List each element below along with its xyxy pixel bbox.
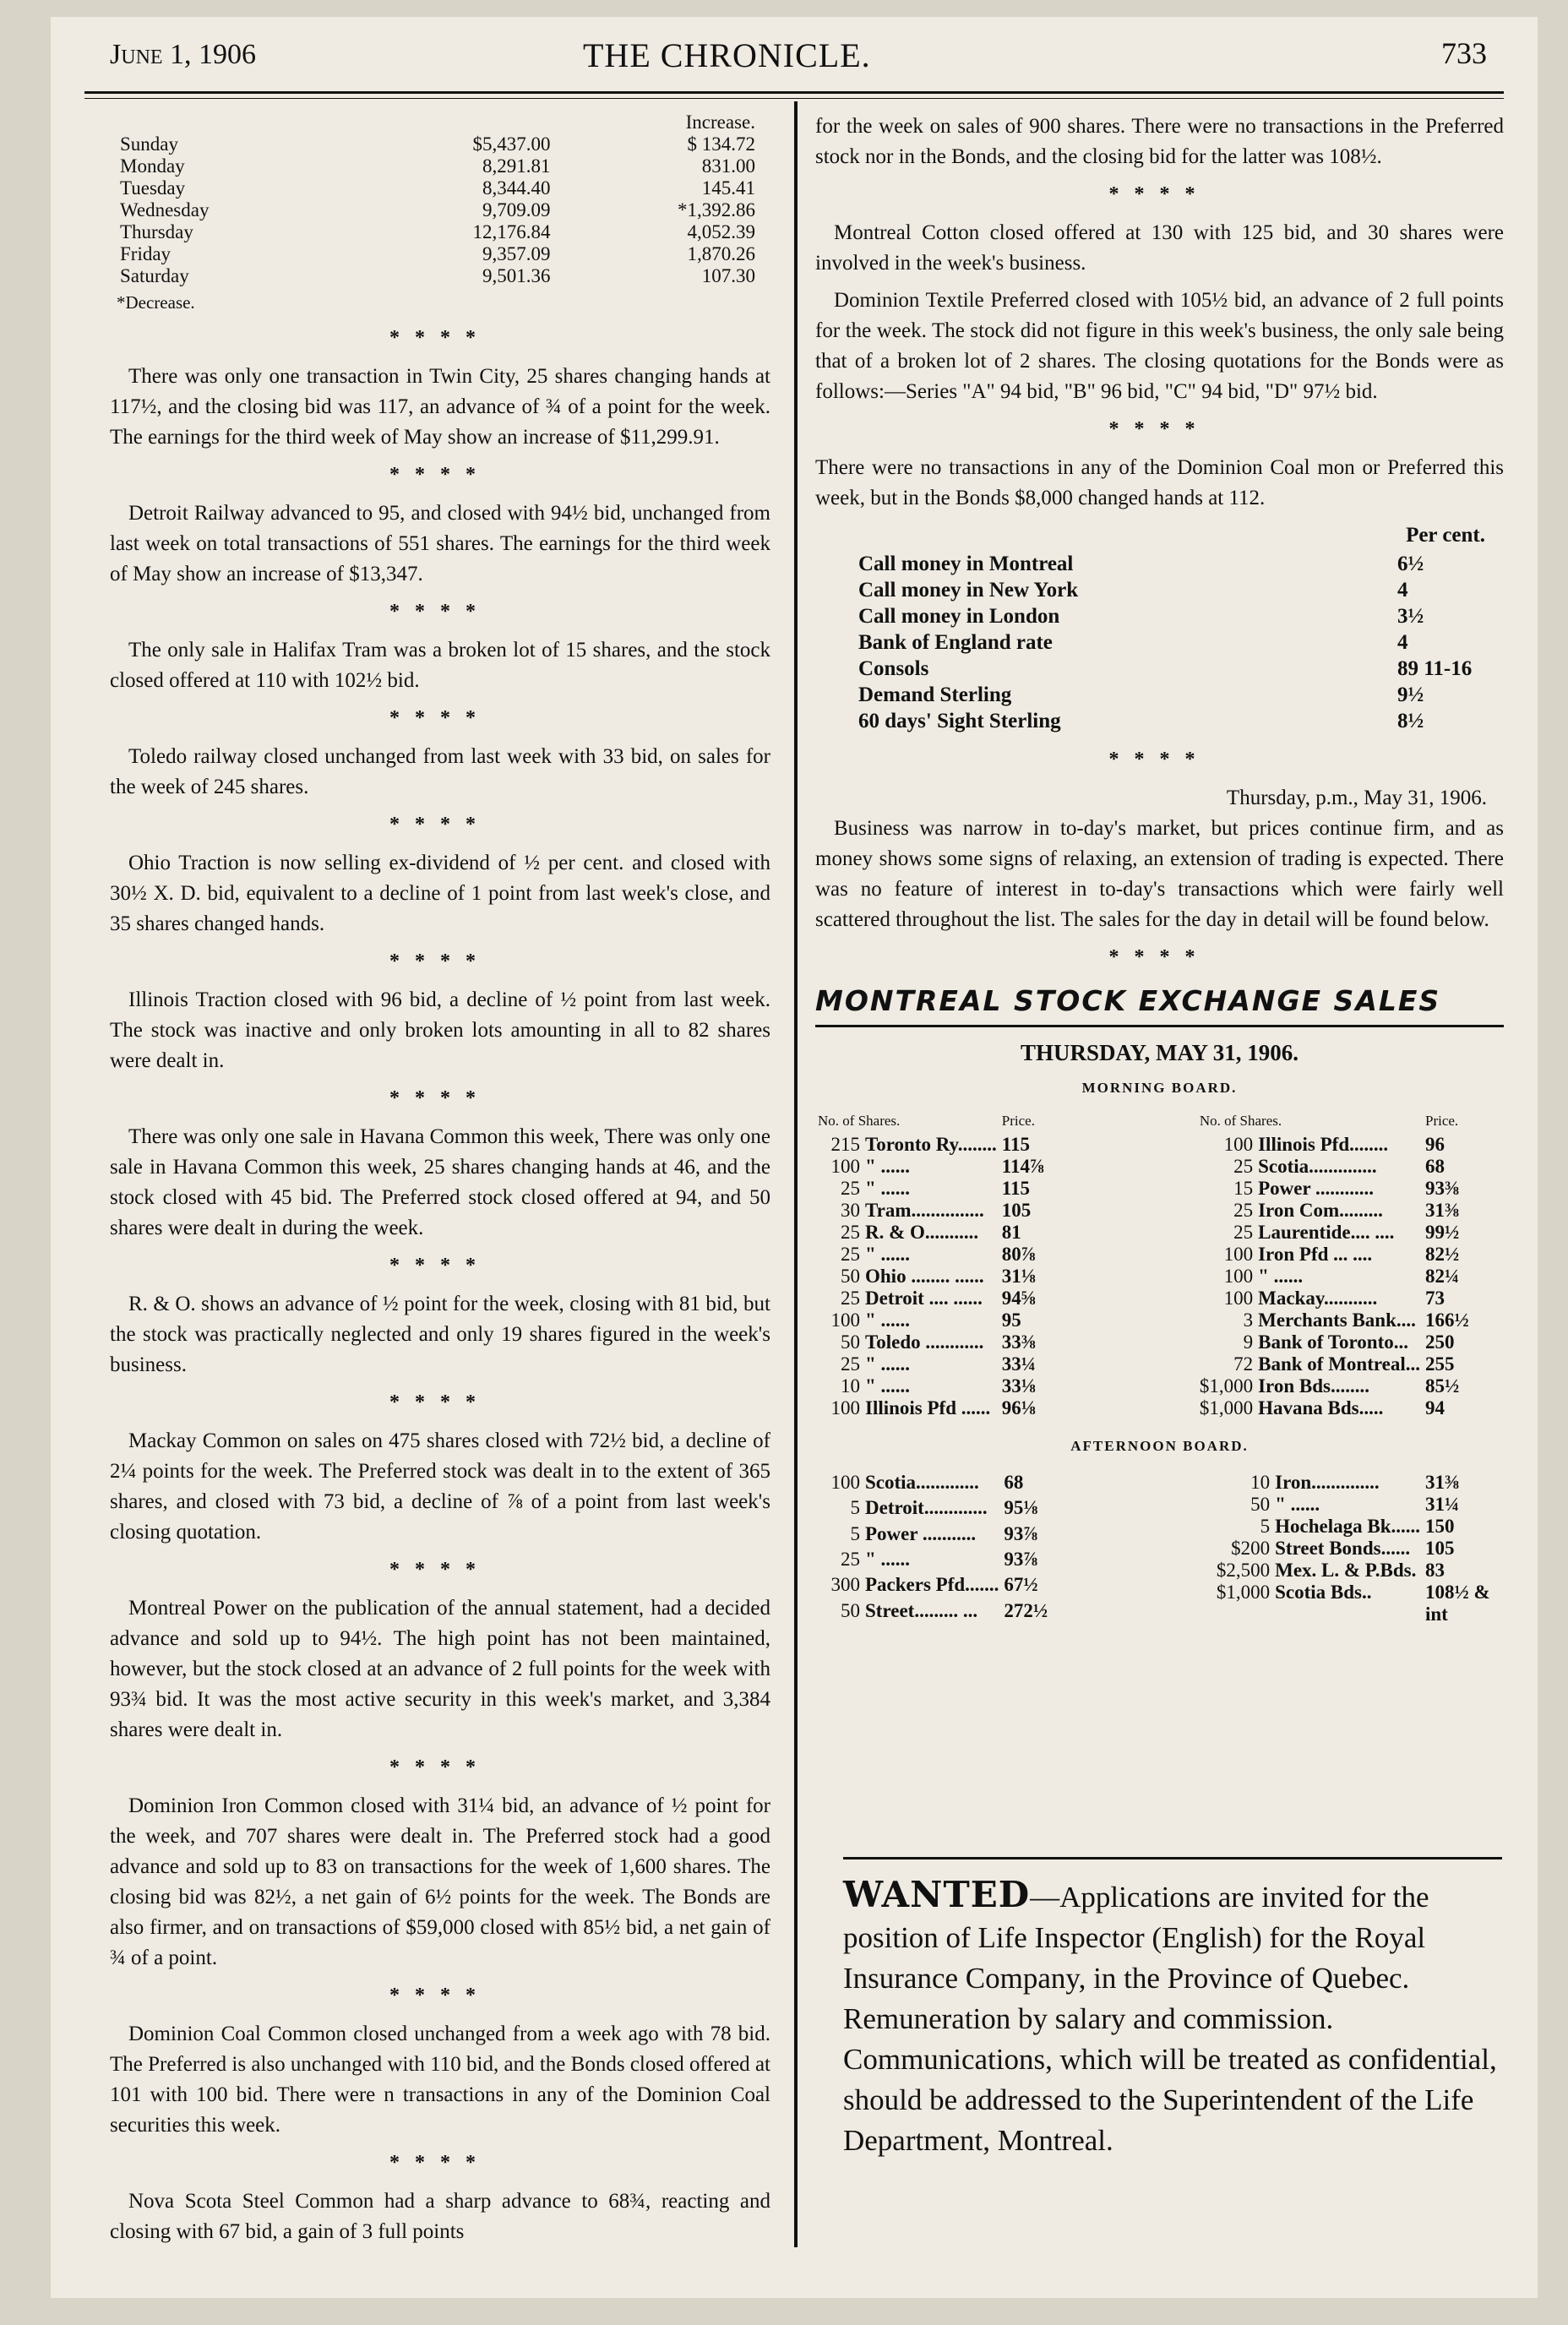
sale-security: Power ............ [1258,1178,1375,1199]
sale-security: Mackay........... [1258,1288,1378,1309]
earnings-row [117,243,759,265]
sale-shares: 215 [830,1134,860,1155]
earnings-day: Tuesday [120,177,186,199]
sale-price: 108½ & int [1425,1582,1490,1625]
sale-security: Ohio ........ ...... [865,1266,984,1287]
sale-shares: 30 [841,1200,860,1221]
money-rate-row [858,629,1500,656]
sale-shares: $2,500 [1216,1560,1271,1581]
morning-board-label: MORNING BOARD. [1081,1080,1238,1096]
sale-shares: 15 [1233,1178,1254,1199]
sale-shares: 25 [841,1353,860,1375]
money-rate-value: 4 [1397,579,1408,602]
morning-sales-left [815,1113,1081,1419]
earnings-row [117,221,759,243]
sale-row [1197,1200,1504,1222]
sale-price: 105 [1425,1538,1455,1559]
sale-row [815,1574,1082,1599]
earnings-amount: 9,501.36 [482,265,551,286]
sale-price: 68 [1004,1472,1024,1493]
section-separator: **** [1108,749,1211,770]
sale-row [1197,1266,1504,1288]
money-rate-label: Bank of England rate [858,631,1053,654]
afternoon-sales-left [815,1472,1082,1625]
sale-security: Illinois Pfd ...... [865,1397,991,1418]
issue-date: June 1, 1906 [110,39,257,70]
sale-shares: 100 [830,1156,860,1177]
sale-row [815,1244,1081,1266]
sale-row [815,1497,1082,1522]
sale-price: 31⅜ [1425,1200,1460,1221]
section-separator: **** [389,464,491,486]
sale-security: Scotia Bds.. [1275,1582,1372,1603]
paragraph: There were no transactions in any of the Dominion Coal mon or Preferred this week, but in the Bonds $8,000 changed hands at 112. [815,456,1504,509]
sale-security: " ...... [865,1244,911,1265]
sale-price: 96⅛ [1001,1397,1037,1418]
paragraph: R. & O. shows an advance of ½ point for the week, closing with 81 bid, but the stock was practically neglected and only 19 shares figured in the week's business. [110,1293,770,1376]
sale-row [815,1134,1081,1156]
paragraph: Ohio Traction is now selling ex-dividend of ½ per cent. and closed with 30½ X. D. bid, equivalent to a decline of 1 point from last week's close, and 35 shares changed hands. [110,852,770,935]
sale-shares: 25 [1233,1222,1254,1243]
money-rate-row [858,708,1500,734]
earnings-day: Sunday [120,133,178,155]
sale-security: Detroit .... ...... [865,1288,983,1309]
sale-price: 93⅞ [1004,1548,1038,1570]
money-rate-label: Demand Sterling [858,683,1012,706]
sale-security: Power ........... [865,1522,977,1544]
sale-price: 94 [1425,1397,1445,1418]
sale-row [815,1375,1081,1397]
sale-price: 95 [1001,1310,1021,1331]
earnings-increase: $ 134.72 [687,133,755,155]
section-separator: **** [389,1756,491,1778]
section-separator: **** [1108,418,1211,440]
sale-price: 96 [1425,1134,1445,1155]
sale-security: Merchants Bank.... [1258,1310,1416,1331]
sale-security: Iron Pfd ... .... [1258,1244,1373,1265]
sale-price: 31⅛ [1001,1266,1037,1287]
paragraph: Montreal Power on the publication of the annual statement, had a decided advance and sold up to 94½. The high point has not been maintained, however, but the stock closed at an advance of 2 full points for the week with 93¾ bid. It was the most active security in this week's market, and 3,384 shares were dealt in. [110,1597,770,1741]
decrease-note: *Decrease. [117,292,195,313]
earnings-increase: 1,870.26 [687,243,755,264]
weekly-earnings-table [117,112,759,287]
sale-row [815,1353,1081,1375]
sales-date: THURSDAY, MAY 31, 1906. [1020,1040,1299,1065]
sale-price: 67½ [1004,1574,1038,1596]
sale-shares: 300 [830,1574,860,1596]
sale-shares: 72 [1233,1353,1254,1375]
sale-row [1197,1375,1504,1397]
sale-security: " ...... [865,1548,911,1570]
section-separator: **** [389,814,491,836]
sale-shares: 25 [841,1178,860,1199]
sale-shares: 50 [1250,1494,1271,1515]
paragraph: Illinois Traction closed with 96 bid, a decline of ½ point from last week. The stock was inactive and only broken lots amounting in all to 82 shares were dealt in. [110,988,770,1072]
newspaper-page [51,17,1538,2298]
money-rate-value: 6½ [1397,553,1424,575]
paragraph: Nova Scota Steel Common had a sharp advance to 68¾, reacting and closing with 67 bid, a gain of 3 full points [110,2190,770,2243]
sale-shares: 100 [1223,1288,1254,1309]
sale-security: Iron Bds........ [1258,1375,1369,1397]
header-rule [84,91,1504,94]
sale-row [1214,1560,1504,1582]
sale-price: 272½ [1004,1599,1048,1621]
sale-shares: 100 [1223,1134,1254,1155]
sale-price: 33⅜ [1001,1331,1037,1353]
sale-security: Packers Pfd....... [865,1574,999,1596]
sale-row [815,1288,1081,1310]
sale-price: 114⅞ [1001,1156,1045,1177]
money-rate-value: 8½ [1397,710,1424,732]
money-rates-table [858,551,1500,734]
money-rate-row [858,656,1500,682]
sale-shares: 100 [830,1397,860,1418]
money-rate-label: Call money in London [858,605,1060,628]
sale-row [1197,1244,1504,1266]
sale-shares: 10 [1250,1472,1271,1493]
earnings-day: Friday [120,243,172,264]
sale-row [1214,1516,1504,1538]
sale-security: " ...... [865,1156,911,1177]
sale-shares: 25 [841,1548,860,1570]
sale-security: Iron Com......... [1258,1200,1383,1221]
sale-shares: 5 [850,1522,860,1544]
money-rate-label: Consols [858,657,929,680]
section-separator: **** [389,707,491,729]
header-rule-thin [84,98,1504,99]
section-separator: **** [389,601,491,623]
section-separator: **** [389,1087,491,1109]
sale-row [1197,1331,1504,1353]
sale-row [815,1523,1082,1549]
sale-row [1214,1582,1504,1625]
sale-shares: 5 [1260,1516,1271,1537]
sale-row [815,1156,1081,1178]
sale-shares: $1,000 [1199,1397,1254,1418]
sale-shares: 25 [1233,1200,1254,1221]
sale-security: " ...... [865,1353,911,1375]
paragraph: Business was narrow in to-day's market, but prices continue firm, and as money shows some signs of relaxing, an extension of trading is expected. There was no feature of interest in to-day's transactions which were fairly well scattered throughout the list. The sales for the day in detail will be found below. [815,817,1504,931]
money-rate-row [858,551,1500,577]
earnings-amount: 12,176.84 [472,221,551,242]
sale-security: Hochelaga Bk...... [1275,1516,1420,1537]
sale-price: 85½ [1425,1375,1460,1397]
sale-price: 33¼ [1001,1353,1037,1375]
sale-shares: 25 [1233,1156,1254,1177]
earnings-day: Saturday [120,265,189,286]
earnings-increase: 831.00 [701,155,755,177]
section-separator: **** [389,1985,491,2006]
sale-price: 115 [1001,1178,1030,1199]
sale-row [1197,1397,1504,1419]
sale-shares: 50 [841,1599,860,1621]
section-separator: **** [389,327,491,349]
sale-row [1197,1156,1504,1178]
earnings-row [117,133,759,155]
right-column [815,112,1504,1625]
sale-security: Street Bonds...... [1275,1538,1411,1559]
earnings-increase: 4,052.39 [687,221,755,242]
paragraph: Montreal Cotton closed offered at 130 with 125 bid, and 30 shares were involved in the week's business. [815,221,1504,275]
sale-security: " ...... [865,1310,911,1331]
sale-shares: 10 [841,1375,860,1397]
sale-price: 82¼ [1425,1266,1460,1287]
sale-security: Street......... ... [865,1599,978,1621]
sale-shares: 100 [830,1472,860,1493]
sale-price: 94⅝ [1001,1288,1037,1309]
stock-exchange-sales-title: MONTREAL STOCK EXCHANGE SALES [815,986,1504,1027]
paragraph: Toledo railway closed unchanged from last week with 33 bid, on sales for the week of 245 shares. [110,745,770,798]
section-separator: **** [389,950,491,972]
wanted-advertisement [843,1857,1502,2161]
sale-price: 33⅛ [1001,1375,1037,1397]
page-header [110,32,1504,83]
sale-price: 83 [1425,1560,1445,1581]
sale-shares: 25 [841,1222,860,1243]
sale-shares: $200 [1231,1538,1271,1559]
sale-security: Toledo ............ [865,1331,984,1353]
sale-price: 31¼ [1425,1494,1460,1515]
sale-security: " ...... [865,1375,911,1397]
morning-sales-right [1197,1113,1504,1419]
sale-security: Bank of Toronto... [1258,1331,1408,1353]
sale-price: 31⅜ [1425,1472,1460,1493]
left-column [110,112,770,2254]
paragraph: Dominion Iron Common closed with 31¼ bid, an advance of ½ point for the week, and 707 shares were dealt in. The Preferred stock had a good advance and sold up to 83 on transactions for the week of 1,600 shares. The closing bid was 82½, a net gain of 6½ points for the week. The Bonds are also firmer, and on transactions of $59,000 closed with 85½ bid, a net gain of ¾ of a point. [110,1794,770,1969]
earnings-increase: *1,392.86 [678,199,755,221]
price-column-header: Price. [1425,1113,1459,1129]
earnings-amount: $5,437.00 [472,133,551,155]
sale-price: 115 [1001,1134,1030,1155]
sale-row [815,1331,1081,1353]
earnings-amount: 8,344.40 [482,177,551,199]
money-rate-row [858,603,1500,629]
sale-security: Laurentide.... .... [1258,1222,1395,1243]
column-divider [794,101,798,2247]
page-number: 733 [1441,36,1487,70]
sale-security: Illinois Pfd........ [1258,1134,1389,1155]
sale-row [1197,1353,1504,1375]
sale-security: Iron.............. [1275,1472,1380,1493]
sale-price: 95⅛ [1004,1497,1038,1519]
section-separator: **** [389,1559,491,1581]
sale-row [1214,1472,1504,1494]
section-separator: **** [1108,946,1211,968]
price-column-header: Price. [1001,1113,1035,1129]
sale-shares: 5 [850,1497,860,1519]
money-rate-value: 4 [1397,631,1408,654]
sale-row [815,1397,1081,1419]
morning-board-sales [815,1113,1504,1419]
earnings-row [117,199,759,221]
paragraph: There was only one sale in Havana Common this week, There was only one sale in Havana Common this week, 25 shares changing hands at 46, and the stock closed with 45 bid. The Preferred stock closed offered at 94, and 50 shares were dealt in during the week. [110,1125,770,1239]
sale-row [815,1266,1081,1288]
sale-security: Scotia............. [865,1472,979,1493]
sale-price: 99½ [1425,1222,1460,1243]
sale-price: 255 [1425,1353,1455,1375]
sale-price: 93⅞ [1004,1522,1038,1544]
sale-row [1214,1494,1504,1516]
sale-row [815,1600,1082,1625]
earnings-row [117,155,759,177]
money-rate-value: 9½ [1397,683,1424,706]
sale-security: Mex. L. & P.Bds. [1275,1560,1417,1581]
sale-shares: 25 [841,1288,860,1309]
money-rates-header: Per cent. [1406,524,1485,547]
paragraph: The only sale in Halifax Tram was a broken lot of 15 shares, and the stock closed offered at 110 with 102½ bid. [110,639,770,692]
sale-security: Tram............... [865,1200,984,1221]
earnings-amount: 9,709.09 [482,199,551,221]
money-rate-row [858,577,1500,603]
earnings-amount: 8,291.81 [482,155,551,177]
sale-price: 93⅜ [1425,1178,1460,1199]
sale-security: Bank of Montreal... [1258,1353,1420,1375]
sale-shares: 25 [841,1244,860,1265]
sale-shares: 100 [1223,1244,1254,1265]
sale-security: R. & O........... [865,1222,979,1243]
earnings-day: Wednesday [120,199,210,221]
sale-row [1197,1178,1504,1200]
sale-row [1214,1538,1504,1560]
sale-security: " ...... [1275,1494,1320,1515]
sale-shares: $1,000 [1216,1582,1271,1603]
sale-row [1197,1222,1504,1244]
sale-shares: $1,000 [1199,1375,1254,1397]
section-separator: **** [389,2152,491,2174]
sale-price: 81 [1001,1222,1021,1243]
sale-shares: 50 [841,1331,860,1353]
section-separator: **** [389,1391,491,1413]
sale-price: 73 [1425,1288,1445,1309]
shares-column-header: No. of Shares. [818,1113,901,1129]
sale-price: 80⅞ [1001,1244,1037,1265]
sale-price: 68 [1425,1156,1445,1177]
earnings-amount: 9,357.09 [482,243,551,264]
paragraph: Detroit Railway advanced to 95, and closed with 94½ bid, unchanged from last week on total transactions of 551 shares. The earnings for the third week of May show an increase of $13,347. [110,502,770,585]
sale-security: Toronto Ry........ [865,1134,997,1155]
sale-row [815,1222,1081,1244]
earnings-increase: 107.30 [701,265,755,286]
money-rate-row [858,682,1500,708]
earnings-row [117,265,759,287]
paragraph: Dominion Coal Common closed unchanged from a week ago with 78 bid. The Preferred is also unchanged with 110 bid, and the Bonds closed offered at 101 with 100 bid. There were n transactions in any of the Dominion Coal securities this week. [110,2023,770,2137]
sale-price: 82½ [1425,1244,1460,1265]
sale-shares: 100 [1223,1266,1254,1287]
section-separator: **** [389,1255,491,1277]
publication-title: THE CHRONICLE. [583,36,871,74]
sale-shares: 3 [1243,1310,1254,1331]
sale-price: 250 [1425,1331,1455,1353]
sale-shares: 50 [841,1266,860,1287]
sale-price: 150 [1425,1516,1455,1537]
sale-security: Havana Bds..... [1258,1397,1384,1418]
sale-price: 166½ [1425,1310,1469,1331]
sale-security: Scotia.............. [1258,1156,1377,1177]
sale-price: 105 [1001,1200,1032,1221]
market-dateline: Thursday, p.m., May 31, 1906. [1226,787,1487,809]
money-rate-value: 3½ [1397,605,1424,628]
earnings-row [117,177,759,199]
sale-row [815,1549,1082,1574]
sale-security: " ...... [865,1178,911,1199]
wanted-heading: WANTED [843,1874,1031,1915]
sale-row [815,1178,1081,1200]
market-notes [110,362,770,2247]
paragraph: Mackay Common on sales on 475 shares closed with 72½ bid, a decline of 2¼ points for the week. The Preferred stock was dealt in to the extent of 365 shares, and closed with 73 bid, a decline of ⅞ of a point from last week's closing quotation. [110,1429,770,1544]
section-separator: **** [1108,183,1211,205]
money-rate-label: 60 days' Sight Sterling [858,710,1061,732]
sale-security: " ...... [1258,1266,1304,1287]
money-rate-label: Call money in Montreal [858,553,1074,575]
sale-row [1197,1310,1504,1331]
earnings-increase: 145.41 [701,177,755,199]
increase-header: Increase. [685,112,755,133]
afternoon-board-label: AFTERNOON BOARD. [1070,1438,1249,1454]
sale-row [815,1310,1081,1331]
earnings-day: Thursday [120,221,193,242]
money-rate-value: 89 11-16 [1397,657,1473,680]
earnings-day: Monday [120,155,185,177]
wanted-text: —Applications are invited for the position of Life Inspector (English) for the Royal Insurance Company, in the Province of Quebec. Remuneration by salary and commission. Communications, which will be treated as confidential, should be addressed to the Superintendent of the Life Department, Montreal. [843,1881,1497,2157]
afternoon-board-sales [815,1472,1504,1625]
shares-column-header: No. of Shares. [1199,1113,1282,1129]
sale-shares: 9 [1243,1331,1254,1353]
money-rate-label: Call money in New York [858,579,1079,602]
sale-row [815,1200,1081,1222]
sale-row [1197,1288,1504,1310]
sale-row [1197,1134,1504,1156]
sale-security: Detroit............. [865,1497,988,1519]
paragraph: for the week on sales of 900 shares. There were no transactions in the Preferred stock nor in the Bonds, and the closing bid for the latter was 108½. [815,115,1504,168]
afternoon-sales-right [1214,1472,1504,1625]
sale-shares: 100 [830,1310,860,1331]
paragraph: Dominion Textile Preferred closed with 105½ bid, an advance of 2 full points for the week. The stock did not figure in this week's business, the only sale being that of a broken lot of 2 shares. The closing quotations for the Bonds were as follows:—Series "A" 94 bid, "B" 96 bid, "C" 94 bid, "D" 97½ bid. [815,289,1504,403]
paragraph: There was only one transaction in Twin City, 25 shares changing hands at 117½, and the closing bid was 117, an advance of ¾ of a point for the week. The earnings for the third week of May show an increase of $11,299.91. [110,365,770,449]
sale-row [815,1472,1082,1497]
